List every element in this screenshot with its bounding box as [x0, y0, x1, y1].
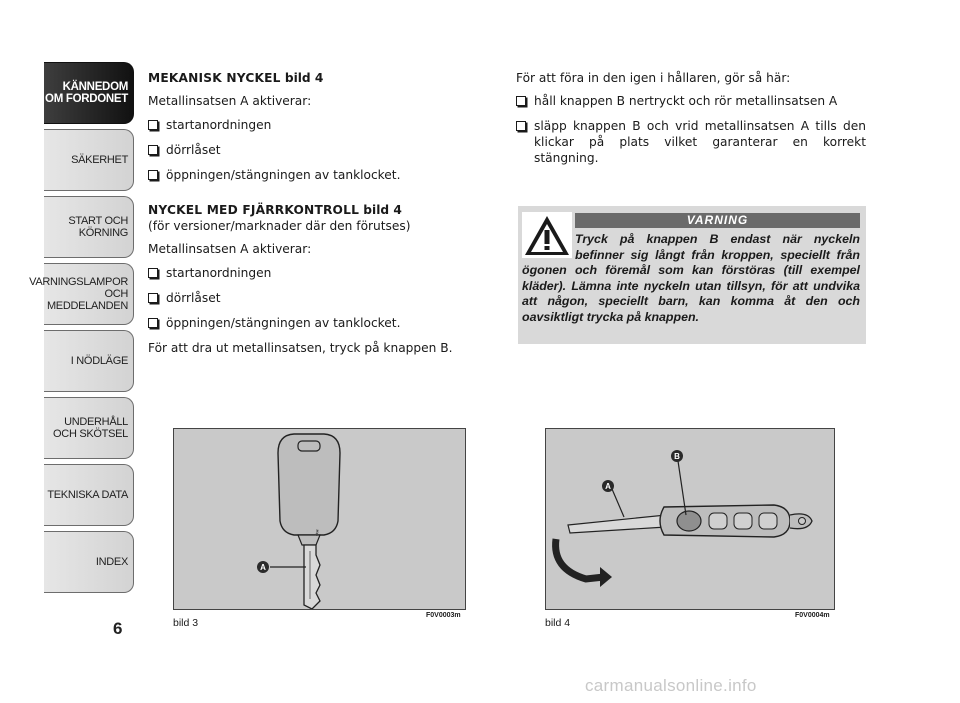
checkbox-bullet-icon: [148, 170, 158, 180]
figure-caption: bild 3: [173, 617, 199, 629]
remote-key-illustration: [546, 429, 834, 609]
tab-kannedom-om-fordonet[interactable]: KÄNNEDOM OM FORDONET: [44, 62, 134, 124]
tab-i-nodlage[interactable]: I NÖDLÄGE: [44, 330, 134, 392]
callout-a-label: A: [605, 482, 611, 491]
tab-start-och-korning[interactable]: START OCH KÖRNING: [44, 196, 134, 258]
version-note: (för versioner/marknader där den förutses): [148, 219, 411, 233]
checkbox-bullet-icon: [148, 145, 158, 155]
list-item: släpp knappen B och vrid metallinsatsen A tills den klickar på plats vilket garanterar en korrekt stängning.: [516, 118, 866, 166]
section-heading-mekanisk-nyckel: MEKANISK NYCKEL bild 4: [148, 71, 324, 85]
warning-box: [518, 206, 866, 344]
section-heading-nyckel-med-fjarrkontroll: NYCKEL MED FJÄRRKONTROLL bild 4: [148, 203, 402, 217]
tab-varningslampor[interactable]: VARNINGSLAMPOR OCH MEDDELANDEN: [44, 263, 134, 325]
list-item: dörrlåset: [148, 142, 488, 158]
checkbox-bullet-icon: [148, 318, 158, 328]
checkbox-bullet-icon: [516, 121, 526, 131]
list-item: öppningen/stängningen av tanklocket.: [148, 167, 488, 183]
list-item: dörrlåset: [148, 290, 488, 306]
checkbox-bullet-icon: [148, 293, 158, 303]
tab-index[interactable]: INDEX: [44, 531, 134, 593]
checkbox-bullet-icon: [148, 268, 158, 278]
tab-sakerhet[interactable]: SÄKERHET: [44, 129, 134, 191]
key-illustration: [174, 429, 465, 609]
tab-underhall[interactable]: UNDERHÅLL OCH SKÖTSEL: [44, 397, 134, 459]
figure-caption: bild 4: [545, 617, 571, 629]
watermark: carmanualsonline.info: [585, 676, 757, 695]
checkbox-bullet-icon: [148, 120, 158, 130]
figure-key-mechanical: [173, 428, 466, 610]
warning-title: VARNING: [575, 213, 860, 228]
checkbox-bullet-icon: [516, 96, 526, 106]
left-column: [148, 70, 488, 356]
chapter-tabs: [29, 62, 134, 598]
figure-key-remote: [545, 428, 835, 610]
intro-text: Metallinsatsen A aktiverar:: [148, 242, 312, 256]
list-item: håll knappen B nertryckt och rör metallinsatsen A: [516, 93, 866, 109]
key-symbol: ⚷: [314, 528, 320, 537]
callout-a-label: A: [260, 563, 266, 572]
intro-text: Metallinsatsen A aktiverar:: [148, 94, 312, 108]
right-column: [516, 70, 866, 175]
outro-text: För att dra ut metallinsatsen, tryck på knappen B.: [148, 341, 453, 355]
callout-b-label: B: [674, 452, 680, 461]
warning-text: Tryck på knappen B endast när nyckeln befinner sig långt från kroppen, speciellt från ögonen och föremål som kan förstöras (till exempel kläder). Lämna inte nyckeln utan tillsyn, för att undvika att någon, speciellt barn, kan komma åt den och oavsiktligt trycka på knappen.: [522, 232, 860, 324]
figure-code: F0V0004m: [795, 612, 830, 619]
list-item: startanordningen: [148, 265, 488, 281]
page-number: 6: [113, 619, 123, 638]
list-item: startanordningen: [148, 117, 488, 133]
list-item: öppningen/stängningen av tanklocket.: [148, 315, 488, 331]
figure-code: F0V0003m: [426, 612, 461, 619]
intro-text: För att föra in den igen i hållaren, gör så här:: [516, 71, 791, 85]
tab-tekniska-data[interactable]: TEKNISKA DATA: [44, 464, 134, 526]
